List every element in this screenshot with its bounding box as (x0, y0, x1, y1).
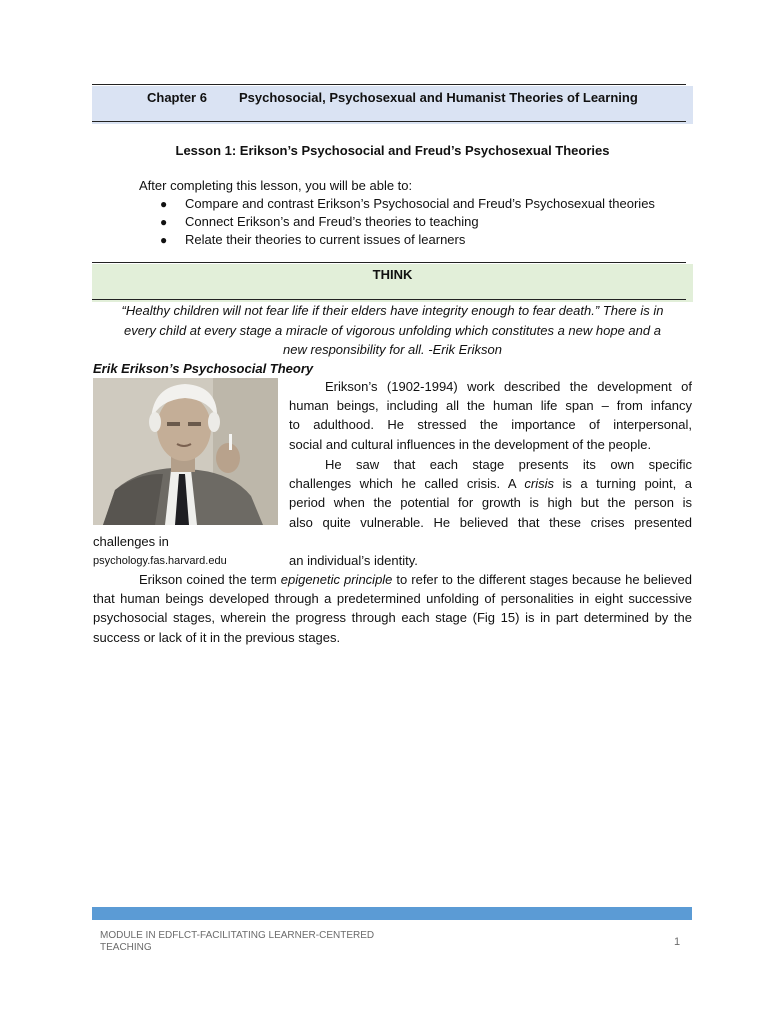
photo-caption: psychology.fas.harvard.edu (93, 555, 227, 567)
portrait-illustration (93, 378, 278, 525)
paragraph-crisis-continued: challenges in (93, 534, 169, 549)
paragraph-crisis: He saw that each stage presents its own specific challenges which he called crisis. A crisis is a turning point, a period when the potential for growth is high but the person is also quite vulnerable. He believed that these crises presented (289, 457, 692, 530)
think-top-rule (92, 262, 686, 263)
header-top-rule (92, 84, 686, 85)
section-title: Erik Erikson’s Psychosocial Theory (93, 361, 314, 376)
bullet-icon: ● (160, 197, 168, 211)
objectives-list (160, 195, 655, 249)
chapter-heading (92, 88, 693, 108)
list-item: ● Relate their theories to current issues of learners (160, 232, 466, 247)
page-number: 1 (674, 936, 681, 948)
paragraph-epigenetic: Erikson coined the term epigenetic principle to refer to the different stages because he believed that human beings developed through a predetermined unfolding of personalities in eight successive psychosocial stages, wherein the progress through each stage (Fig 15) is in part determined by the success or lack of it in the previous stages. (93, 572, 692, 645)
footer-module-name: MODULE IN EDFLCT-FACILITATING LEARNER-CENTERED TEACHING (100, 930, 375, 953)
bullet-icon: ● (160, 233, 168, 247)
lesson-title: Lesson 1: Erikson’s Psychosocial and Freud’s Psychosexual Theories (175, 143, 610, 158)
chapter-title: Psychosocial, Psychosexual and Humanist Theories of Learning (239, 90, 638, 105)
think-bottom-rule (92, 299, 686, 300)
think-heading: THINK (372, 267, 413, 282)
erikson-quote: “Healthy children will not fear life if their elders have integrity enough to fear death.” There is in every child at every stage a miracle of vigorous unfolding which constitutes a new hope and a new responsibility for all. -Erik Erikson (121, 303, 664, 357)
paragraph-crisis-end: an individual’s identity. (289, 553, 418, 568)
chapter-label: Chapter 6 (147, 90, 207, 105)
bullet-icon: ● (160, 215, 168, 229)
paragraph-intro: Erikson’s (1902-1994) work described the development of human beings, including all the human life span – from infancy to adulthood. He stressed the importance of interpersonal, social and cultural influences in the development of the people. (289, 379, 692, 452)
lesson-intro: After completing this lesson, you will be able to: (139, 178, 413, 193)
list-item: ● Connect Erikson’s and Freud’s theories to teaching (160, 214, 479, 229)
footer-bar (92, 907, 692, 920)
erikson-portrait-image (93, 378, 278, 525)
list-item: ● Compare and contrast Erikson’s Psychosocial and Freud’s Psychosexual theories (160, 196, 655, 211)
header-bottom-rule (92, 121, 686, 122)
